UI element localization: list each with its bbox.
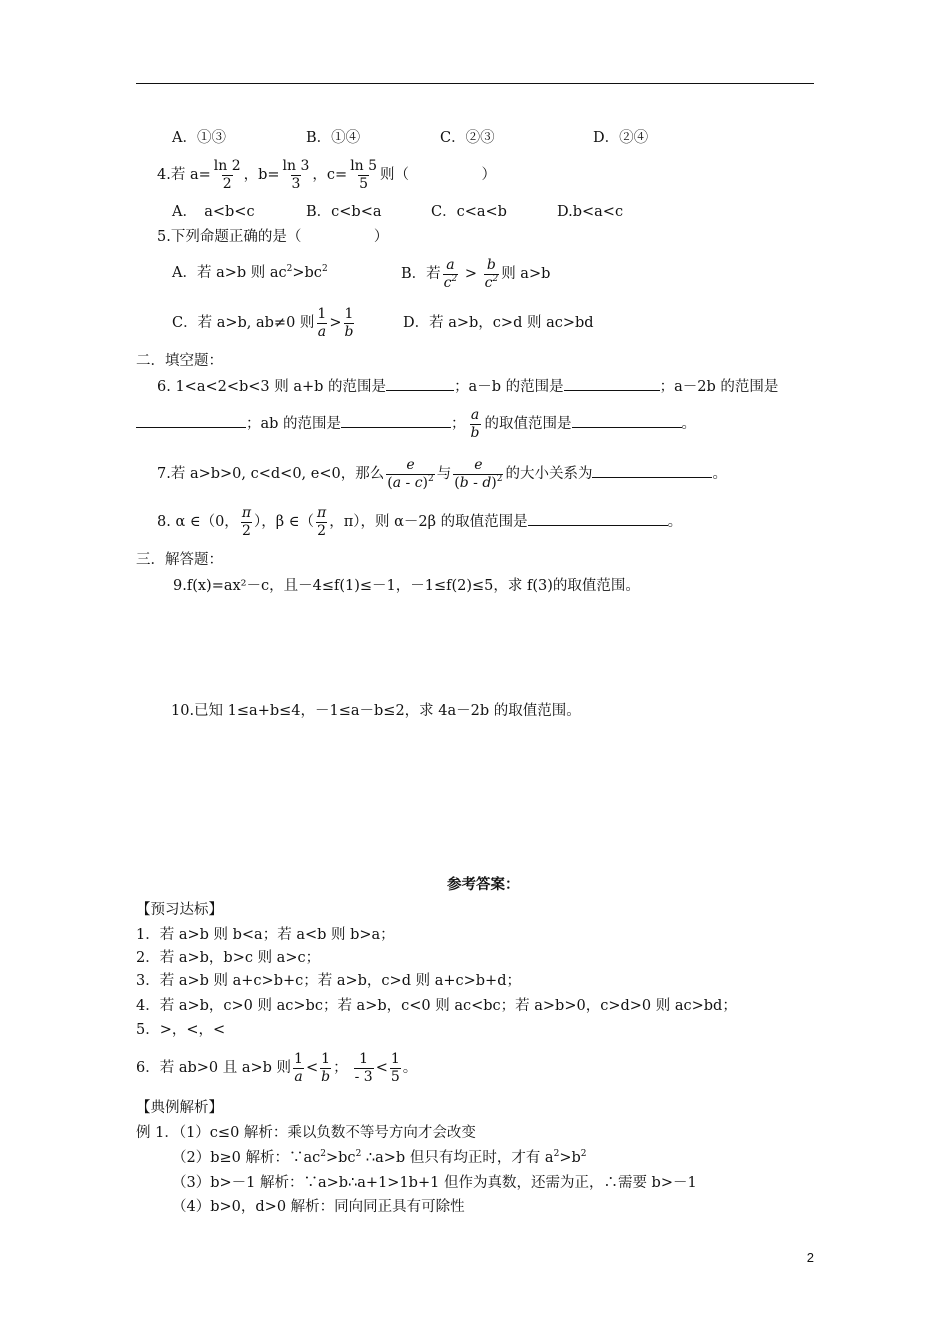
example-1-part-4: （4）b>0，d>0 解析：同向同正具有可除性 [172,1199,465,1215]
q3-option-a: A．①③ [172,130,226,146]
question-8: 8. α ∈（0， $\frac{\pi}{2}$ ），β ∈（ $\frac{\pi}{2}$ ，π），则 α－2β 的取值范围是 。 [157,504,683,539]
answers-heading-preview: 【预习达标】 [136,902,223,918]
answer-line-5: 5．>，<，< [136,1022,226,1038]
example-1-part-3: （3）b>－1 解析：∵a>b∴a+1>1b+1 但作为真数，还需为正，∴需要 b>－1 [172,1175,697,1191]
answer-line-6: 6．若 ab>0 且 a>b 则 $\frac{1}{a}$ < $\frac{1}{b}$ ； $\frac{1}{- 3}$ < $\frac{1}{5}$ 。 [136,1050,418,1085]
answers-title: 参考答案： [447,876,520,893]
q4-option-b: B．c<b<a [306,204,382,220]
section-2-heading: 二．填空题： [136,353,223,369]
section-3-heading: 三．解答题： [136,552,223,568]
question-10: 10.已知 1≤a+b≤4，－1≤a－b≤2，求 4a－2b 的取值范围。 [171,703,581,719]
question-6-line2: ；ab 的范围是 ； $\frac{a}{b}$ 的取值范围是 。 [136,402,696,446]
question-5: 5.下列命题正确的是（ ） [157,229,389,245]
q5-option-b: B．若 $\frac{a}{c^2}$ > $\frac{b}{c^2}$ 则 a>b [401,256,551,291]
header-rule [136,83,814,84]
q5-option-c: C．若 a>b, ab≠0 则 $\frac{1}{a}$ > $\frac{1}{b}$ [172,305,354,340]
q4-option-c: C．c<a<b [431,204,507,220]
q5-option-a: A．若 a>b 则 $ac^2>bc^2$ [172,264,328,281]
q4-option-d: D.b<a<c [557,204,624,220]
q4-option-a: A． a<b<c [172,204,255,220]
question-9: 9.f(x)=ax²－c，且－4≤f(1)≤－1，－1≤f(2)≤5，求 f(3)的取值范围。 [173,578,640,594]
question-7: 7.若 a>b>0, c<d<0, e<0，那么 $\frac{e}{(a - c)^2}$ 与 $\frac{e}{(b - d)^2}$ 的大小关系为 。 [157,456,727,491]
q3-option-d: D．②④ [593,130,649,146]
answer-line-4: 4．若 a>b，c>0 则 ac>bc；若 a>b，c<0 则 ac<bc；若 a>b>0，c>d>0 则 ac>bd； [136,998,737,1014]
q3-option-b: B．①④ [306,130,361,146]
answer-line-1: 1．若 a>b 则 b<a；若 a<b 则 b>a； [136,927,395,943]
question-6-line1: 6. 1<a<2<b<3 则 a+b 的范围是 ；a－b 的范围是 ；a－2b 的范围是 [157,376,778,397]
answers-heading-examples: 【典例解析】 [136,1100,223,1116]
page-number: 2 [806,1250,814,1265]
question-4: 4.若 a= $\frac{\ln 2}{2}$ ，b= $\frac{\ln 3}{3}$ ，c= $\frac{\ln 5}{5}$ 则（ ） [157,157,497,192]
q3-option-c: C．②③ [440,130,495,146]
example-1-part-2: （2）b≥0 解析：$\because ac^2>bc^2$ ∴a>b 但只有均正时，才有 $a^2>b^2$ [172,1149,587,1166]
answer-line-2: 2．若 a>b，b>c 则 a>c； [136,950,321,966]
example-1-part-1: 例 1．（1）c≤0 解析：乘以负数不等号方向才会改变 [136,1125,476,1141]
q5-option-d: D．若 a>b，c>d 则 ac>bd [403,315,594,331]
answer-line-3: 3．若 a>b 则 a+c>b+c；若 a>b，c>d 则 a+c>b+d； [136,973,521,989]
